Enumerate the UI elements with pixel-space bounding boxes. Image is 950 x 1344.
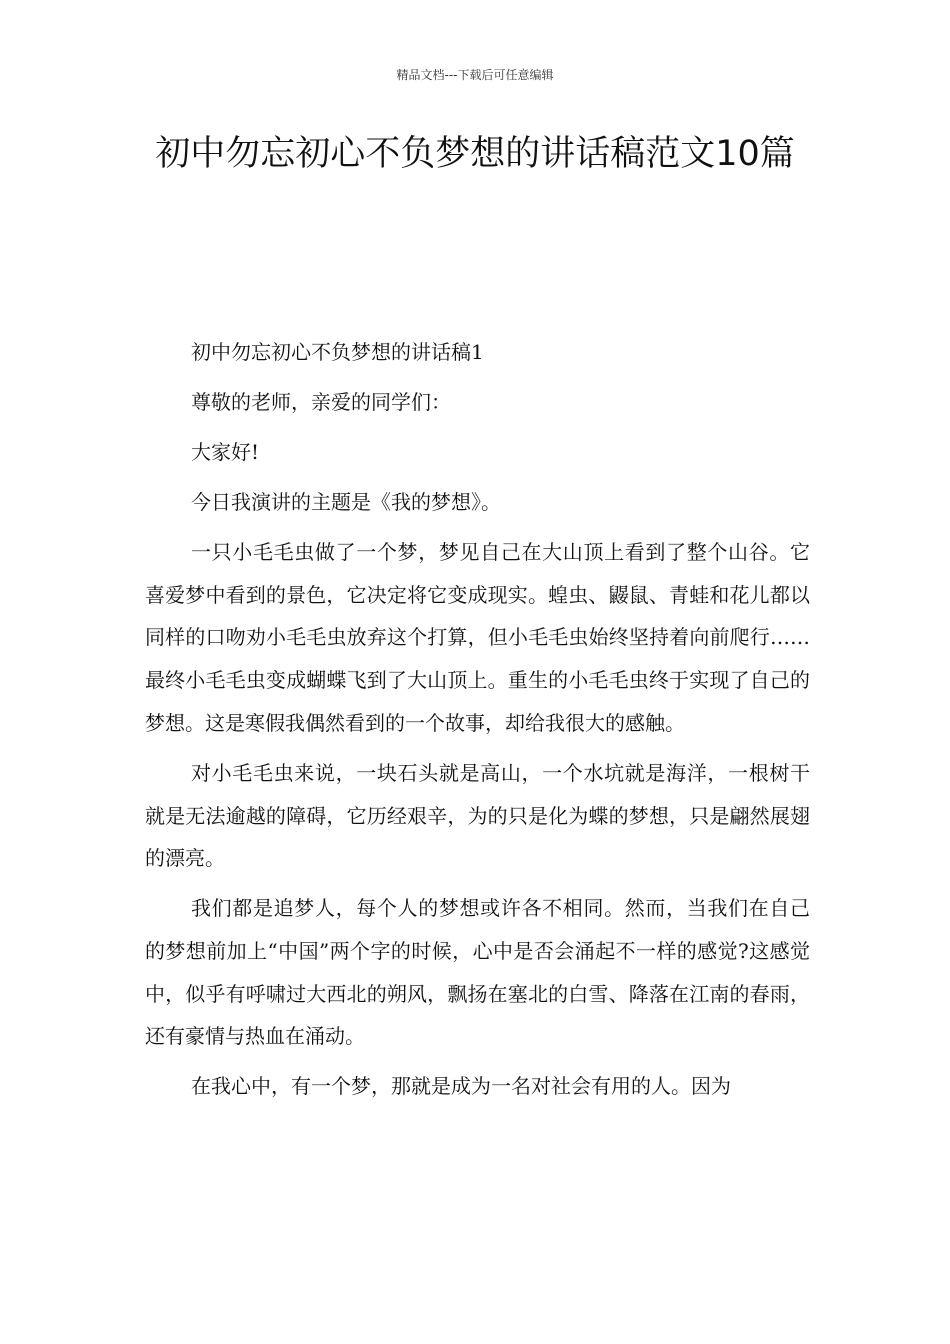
salutation: 尊敬的老师，亲爱的同学们： bbox=[191, 390, 451, 414]
header-note: 精品文档---下载后可任意编辑 bbox=[396, 68, 554, 82]
greeting: 大家好! bbox=[191, 440, 260, 464]
paragraph: 在我心中，有一个梦，那就是成为一名对社会有用的人。因为 bbox=[191, 1074, 731, 1099]
document-title: 初中勿忘初心不负梦想的讲话稿范文10篇 bbox=[155, 134, 795, 174]
paragraph: 对小毛毛虫来说，一块石头就是高山，一个水坑就是海洋，一根树干就是无法逾越的障碍，它历经艰辛，为的只是化为蝶的梦想，只是翩然展翅的漂亮。 bbox=[145, 760, 810, 871]
paragraph: 今日我演讲的主题是《我的梦想》。 bbox=[191, 490, 501, 514]
document-body bbox=[145, 331, 810, 1115]
paragraph: 一只小毛毛虫做了一个梦，梦见自己在大山顶上看到了整个山谷。它喜爱梦中看到的景色，它决定将它变成现实。蝗虫、鼹鼠、青蛙和花儿都以同样的口吻劝小毛毛虫放弃这个打算，但小毛毛虫始终坚持着向前爬行……最终小毛毛虫变成蝴蝶飞到了大山顶上。重生的小毛毛虫终于实现了自己的梦想。这是寒假我偶然看到的一个故事，却给我很大的感触。 bbox=[145, 540, 810, 735]
section-heading: 初中勿忘初心不负梦想的讲话稿1 bbox=[191, 340, 484, 364]
paragraph: 我们都是追梦人，每个人的梦想或许各不相同。然而，当我们在自己的梦想前加上“中国”两个字的时候，心中是否会涌起不一样的感觉?这感觉中，似乎有呼啸过大西北的朔风，飘扬在塞北的白雪、降落在江南的春雨，还有豪情与热血在涌动。 bbox=[145, 896, 810, 1049]
